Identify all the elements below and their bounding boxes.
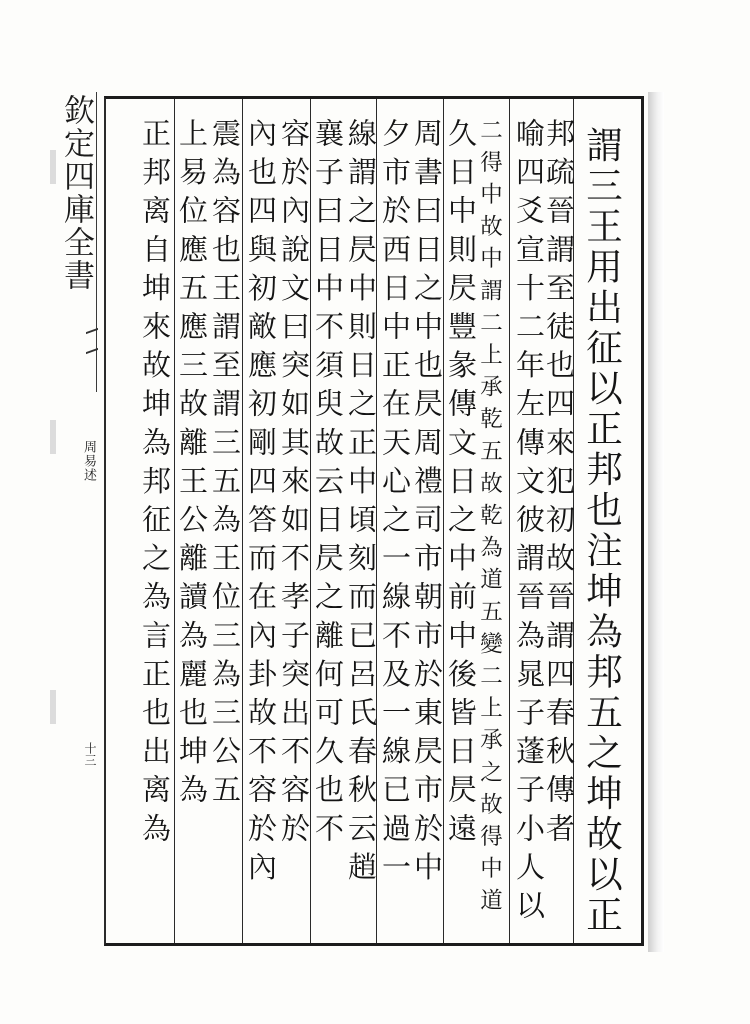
text-column-8: 線謂之昃中則日之正中頃刻而已呂氏春秋云趙	[344, 118, 378, 890]
text-column-5: 久日中則昃豐彖傳文日之中前中後皆日昃遠	[444, 118, 478, 852]
text-column-1: 謂三王用出征以正邦也注坤為邦五之坤故以正	[580, 126, 624, 936]
text-column-14: 正邦离自坤來故坤為邦征之為言正也出离為	[138, 118, 172, 852]
text-column-12: 震為容也王謂至謂三五為王位三為三公五	[208, 118, 242, 813]
column-rule	[509, 99, 510, 943]
binding-stitch	[50, 150, 56, 184]
text-column-3: 喻四爻宣十二年左傳文彼謂晉為晁子蓬子小人以	[512, 118, 546, 929]
fish-tail-ornament	[86, 328, 98, 354]
text-column-6: 周書曰日之中也昃周禮司市朝市於東昃市於中	[410, 118, 444, 890]
binding-stitch	[50, 420, 56, 454]
page-edge-shadow	[648, 92, 664, 952]
fore-edge-title: 欽定四庫全書	[58, 94, 94, 292]
text-column-9: 襄子曰日中不須臾故云日昃之離何可久也不	[311, 118, 345, 852]
text-column-11: 內也四與初敵應初剛四答而在內卦故不容於內	[244, 118, 278, 890]
text-column-7: 夕市於西日中正在天心之一線不及一線已過一	[378, 118, 412, 890]
binding-stitch	[50, 690, 56, 724]
page-number: 十三	[83, 742, 97, 766]
text-column-13: 上易位應五應三故離王公離讀為麗也坤為	[175, 118, 209, 813]
text-column-2: 邦疏晉謂至徒也四來犯初故晉謂四春秋傳者	[542, 118, 576, 852]
text-column-10: 容於內說文曰突如其來如不孝子突出不容於	[277, 118, 311, 852]
column-rule	[242, 99, 243, 943]
text-column-4: 二得中故中謂二上承乾五故乾為道五變二上承之故得中道	[476, 118, 503, 921]
section-marker: 周易述	[81, 440, 96, 482]
